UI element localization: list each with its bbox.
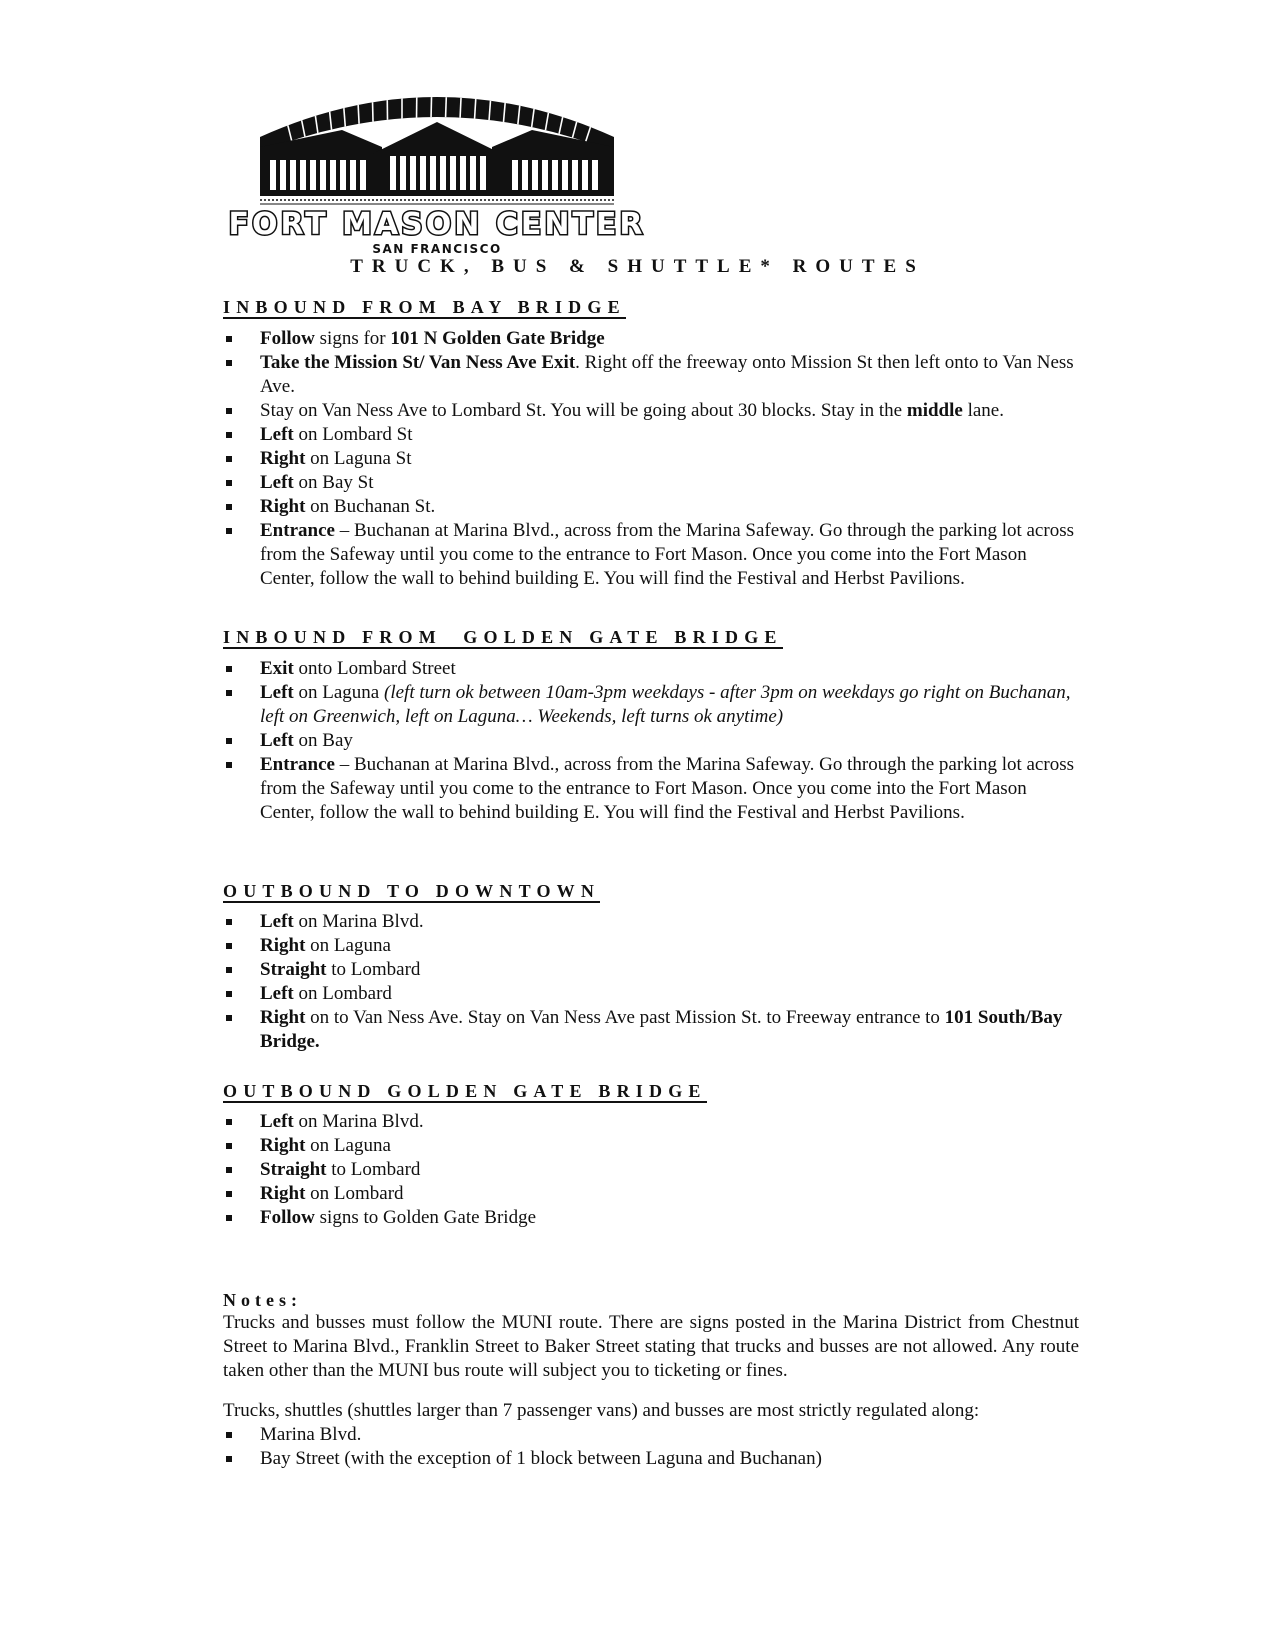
list-item [223,753,1079,825]
bullet-icon [226,690,232,696]
list-item-text: Right [260,935,306,956]
logo-graphic [222,72,652,242]
list-item-text: on Lombard [305,1183,404,1204]
list-item-text: – Buchanan at Marina Blvd., across from the Marina Safeway. Go through the parking lot across from the Safeway until you come to the entrance to Fort Mason. Once you come into the Fort Mason Center, follow the wall to behind building E. You will find the Festival and Herbst Pavilions. [260,520,1074,589]
section-heading-inbound-golden-gate: INBOUND FROM GOLDEN GATE BRIDGE [223,627,783,647]
list-item [223,351,1079,399]
bullet-icon [226,991,232,997]
bullet-icon [226,967,232,973]
list-item-text: Right [260,448,306,469]
logo-city: SAN FRANCISCO [372,242,502,256]
list-item-text: to Lombard [326,959,421,980]
list-item-text: Marina Blvd. [260,1424,362,1445]
list-item [223,1006,1079,1054]
bullet-icon [226,919,232,925]
bullet-icon [226,666,232,672]
bullet-icon [226,1432,232,1438]
list-item [223,1158,1079,1182]
list-item-text: Left [260,911,294,932]
bullet-icon [226,762,232,768]
list-item [223,1447,1079,1471]
list-item-text: to Lombard [326,1159,421,1180]
list-item [223,681,1079,729]
list-item-text: Left [260,983,294,1004]
list-item-text: – Buchanan at Marina Blvd., across from the Marina Safeway. Go through the parking lot across from the Safeway until you come to the entrance to Fort Mason. Once you come into the Fort Mason Center, follow the wall to behind building E. You will find the Festival and Herbst Pavilions. [260,754,1074,823]
list-item-text: Right [260,1135,306,1156]
list-item-text: 101 South/Bay Bridge. [260,1007,1063,1052]
list-item-text: Follow [260,328,315,349]
list-item-text: on Bay St [293,472,374,493]
bullet-icon [226,1167,232,1173]
logo-org-name: FORT MASON CENTER [228,207,646,242]
inbound-golden-gate-list [223,657,1079,825]
list-item-text: on Marina Blvd. [293,1111,424,1132]
list-item [223,471,1079,495]
notes-heading: Notes: [223,1290,302,1310]
notes-paragraph-1: Trucks and busses must follow the MUNI route. There are signs posted in the Marina District from Chestnut Street to Marina Blvd., Franklin Street to Baker Street stating that trucks and busses are not allowed. Any route taken other than the MUNI bus route will subject you to ticketing or fines. [223,1312,1079,1381]
list-item-text: on Lombard St [293,424,413,445]
list-item [223,958,1079,982]
bullet-icon [226,943,232,949]
list-item-text: Straight [260,1159,327,1180]
list-item [223,399,1079,423]
list-item [223,327,1079,351]
list-item-text: on Laguna [305,935,391,956]
bullet-icon [226,360,232,366]
list-item [223,934,1079,958]
notes-paragraph-2: Trucks, shuttles (shuttles larger than 7 passenger vans) and busses are most strictly regulated along: [223,1400,980,1421]
list-item [223,1134,1079,1158]
bullet-icon [226,504,232,510]
list-item-text: Right [260,1007,306,1028]
section-heading-outbound-golden-gate: OUTBOUND GOLDEN GATE BRIDGE [223,1081,707,1101]
list-item [223,729,1079,753]
list-item-text: on Bay [293,730,353,751]
list-item-text: Entrance [260,520,335,541]
list-item-text: . Right off the freeway onto Mission St then left onto to Van Ness Ave. [260,352,1074,397]
bullet-icon [226,738,232,744]
list-item-text: 101 N Golden Gate Bridge [390,328,605,349]
list-item [223,1206,1079,1230]
list-item-text: on to Van Ness Ave. Stay on Van Ness Ave past Mission St. to Freeway entrance to [305,1007,945,1028]
list-item-text: Right [260,1183,306,1204]
list-item-text: middle [906,400,963,421]
document-title: TRUCK, BUS & SHUTTLE* ROUTES [350,256,925,277]
bullet-icon [226,1119,232,1125]
list-item-text: Left [260,424,294,445]
list-item-text: Left [260,472,294,493]
list-item-text: Left [260,730,294,751]
list-item-text: on Laguna St [305,448,412,469]
list-item-text: Stay on Van Ness Ave to Lombard St. You will be going about 30 blocks. Stay in the [260,400,907,421]
list-item-text: Right [260,496,306,517]
bullet-icon [226,408,232,414]
list-item [223,1423,1079,1447]
bullet-icon [226,336,232,342]
list-item [223,1110,1079,1134]
list-item-text: Take the Mission St/ Van Ness Ave Exit [260,352,576,373]
bullet-icon [226,1015,232,1021]
bullet-icon [226,528,232,534]
list-item-text: Left [260,682,294,703]
list-item-text: on Laguna [305,1135,391,1156]
list-item-text: on Laguna [293,682,384,703]
fort-mason-logo [222,72,652,256]
list-item-text: signs for [314,328,391,349]
list-item-text: on Lombard [293,983,392,1004]
inbound-bay-bridge-list [223,327,1079,591]
list-item-text: on Buchanan St. [305,496,436,517]
bullet-icon [226,1215,232,1221]
bullet-icon [226,1191,232,1197]
section-heading-inbound-bay-bridge: INBOUND FROM BAY BRIDGE [223,297,626,317]
bullet-icon [226,1456,232,1462]
list-item-text: on Marina Blvd. [293,911,424,932]
list-item-text: Left [260,1111,294,1132]
bullet-icon [226,456,232,462]
list-item [223,657,1079,681]
list-item [223,1182,1079,1206]
list-item [223,519,1079,591]
list-item-text: onto Lombard Street [293,658,456,679]
list-item-text: signs to Golden Gate Bridge [314,1207,536,1228]
section-heading-outbound-downtown: OUTBOUND TO DOWNTOWN [223,881,601,901]
outbound-golden-gate-list [223,1110,1079,1230]
list-item [223,982,1079,1006]
list-item [223,910,1079,934]
outbound-downtown-list [223,910,1079,1054]
list-item-text: Exit [260,658,294,679]
list-item [223,423,1079,447]
bullet-icon [226,480,232,486]
list-item [223,495,1079,519]
list-item [223,447,1079,471]
list-item-text: Entrance [260,754,335,775]
list-item-text: Follow [260,1207,315,1228]
list-item-text: Bay Street (with the exception of 1 block between Laguna and Buchanan) [260,1448,822,1469]
bullet-icon [226,1143,232,1149]
list-item-text: lane. [962,400,1004,421]
notes-regulated-list [223,1423,1079,1471]
list-item-text: Straight [260,959,327,980]
list-item-text: (left turn ok between 10am-3pm weekdays - after 3pm on weekdays go right on Buchanan, left on Greenwich, left on Laguna… Weekends, left turns ok anytime) [260,682,1071,727]
bullet-icon [226,432,232,438]
